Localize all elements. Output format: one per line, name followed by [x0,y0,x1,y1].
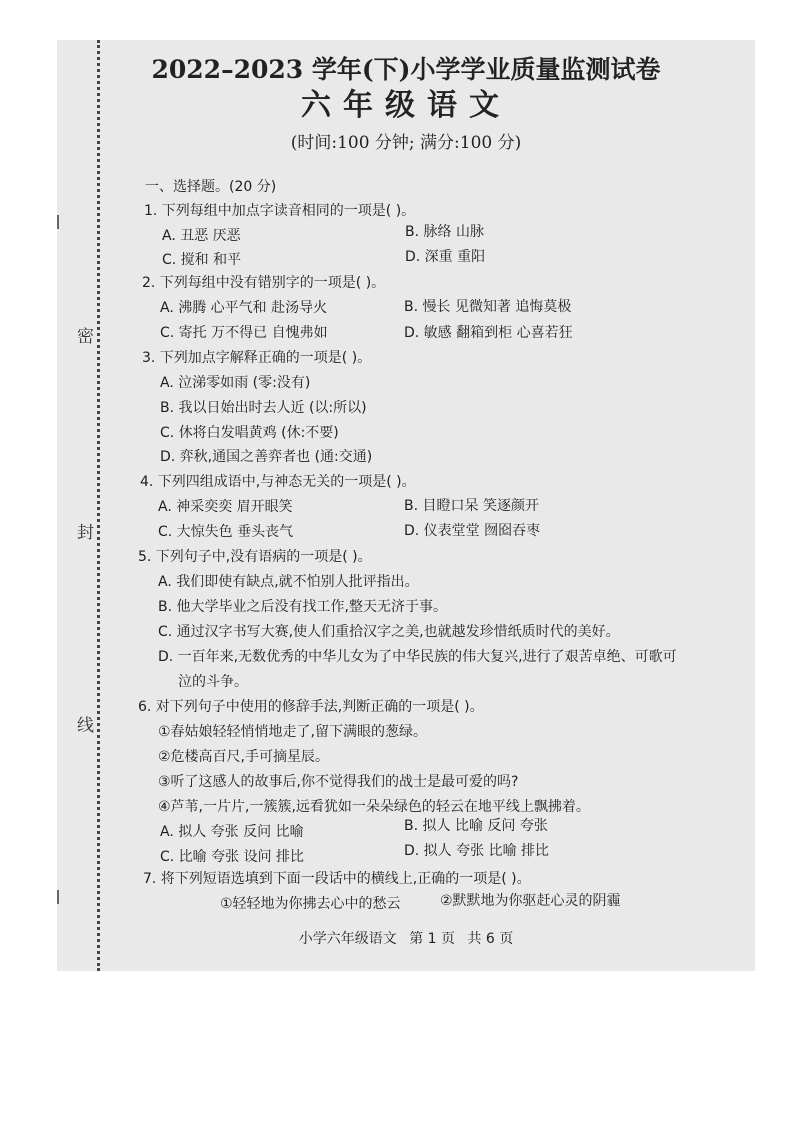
question-stem: 3. 下列加点字解释正确的一项是( )。 [142,350,372,366]
seal-char-mi: 密 [77,327,94,347]
sentence-item: ②危楼高百尺,手可摘星辰。 [158,749,330,765]
option-d: D. 仪表堂堂 囫囵吞枣 [404,523,541,539]
binding-edge-mark [57,215,71,229]
seal-char-xian: 线 [77,716,94,736]
option-b: B. 他大学毕业之后没有找工作,整天无济于事。 [158,599,447,615]
phrase-item: ②默默地为你驱赶心灵的阴霾 [440,893,621,909]
option-c: C. 寄托 万不得已 自愧弗如 [160,325,328,341]
option-d: D. 深重 重阳 [405,249,486,265]
option-a: A. 丑恶 厌恶 [162,228,241,244]
option-b: B. 我以日始出时去人近 (以:所以) [160,400,367,416]
exam-time-info: (时间:100 分钟; 满分:100 分) [290,133,522,153]
option-c: C. 通过汉字书写大赛,使人们重拾汉字之美,也就越发珍惜纸质时代的美好。 [158,624,620,640]
sentence-item: ①春姑娘轻轻悄悄地走了,留下满眼的葱绿。 [158,724,427,740]
binding-edge-mark [57,890,71,904]
question-stem: 4. 下列四组成语中,与神态无关的一项是( )。 [140,474,416,490]
option-b: B. 慢长 见微知著 追悔莫极 [404,299,572,315]
question-stem: 7. 将下列短语选填到下面一段话中的横线上,正确的一项是( )。 [143,871,531,887]
phrase-item: ①轻轻地为你拂去心中的愁云 [220,896,401,912]
question-stem: 5. 下列句子中,没有语病的一项是( )。 [138,549,372,565]
footer-total-pages: 共 6 页 [467,931,514,947]
exam-subject: 六年级语文 [301,88,511,123]
section-heading: 一、选择题。(20 分) [145,179,277,195]
option-b: B. 目瞪口呆 笑逐颜开 [404,498,539,514]
option-b: B. 脉络 山脉 [405,224,484,240]
option-a: A. 泣涕零如雨 (零:没有) [160,375,311,391]
option-a: A. 沸腾 心平气和 赴汤导火 [160,300,328,316]
sentence-item: ③听了这感人的故事后,你不觉得我们的战士是最可爱的吗? [158,774,519,790]
exam-title: 2022–2023 学年(下)小学学业质量监测试卷 [151,55,661,84]
option-d-continued: 泣的斗争。 [178,674,248,690]
option-a: A. 拟人 夸张 反问 比喻 [160,824,304,840]
option-a: A. 我们即使有缺点,就不怕别人批评指出。 [158,574,419,590]
option-a: A. 神采奕奕 眉开眼笑 [158,499,293,515]
question-stem: 6. 对下列句子中使用的修辞手法,判断正确的一项是( )。 [138,699,484,715]
sentence-item: ④芦苇,一片片,一簇簇,远看犹如一朵朵绿色的轻云在地平线上飘拂着。 [158,799,590,815]
footer-page-number: 第 1 页 [409,931,455,947]
option-d: D. 敏感 翻箱到柜 心喜若狂 [404,325,573,341]
option-d: D. 弈秋,通国之善弈者也 (通:交通) [160,449,373,465]
option-c: C. 搅和 和平 [162,252,242,268]
footer-course: 小学六年级语文 [298,931,397,947]
seal-char-feng: 封 [77,523,94,543]
question-stem: 2. 下列每组中没有错别字的一项是( )。 [142,275,386,291]
option-c: C. 休将白发唱黄鸡 (休:不要) [160,425,339,441]
binding-dotted-line [97,40,100,971]
option-d: D. 一百年来,无数优秀的中华儿女为了中华民族的伟大复兴,进行了艰苦卓绝、可歌可 [158,649,677,665]
option-d: D. 拟人 夸张 比喻 排比 [404,843,550,859]
option-b: B. 拟人 比喻 反问 夸张 [404,818,548,834]
option-c: C. 比喻 夸张 设问 排比 [160,849,305,865]
exam-page [57,40,755,971]
page-footer [57,928,755,948]
option-c: C. 大惊失色 垂头丧气 [158,524,294,540]
question-stem: 1. 下列每组中加点字读音相同的一项是( )。 [144,203,416,219]
